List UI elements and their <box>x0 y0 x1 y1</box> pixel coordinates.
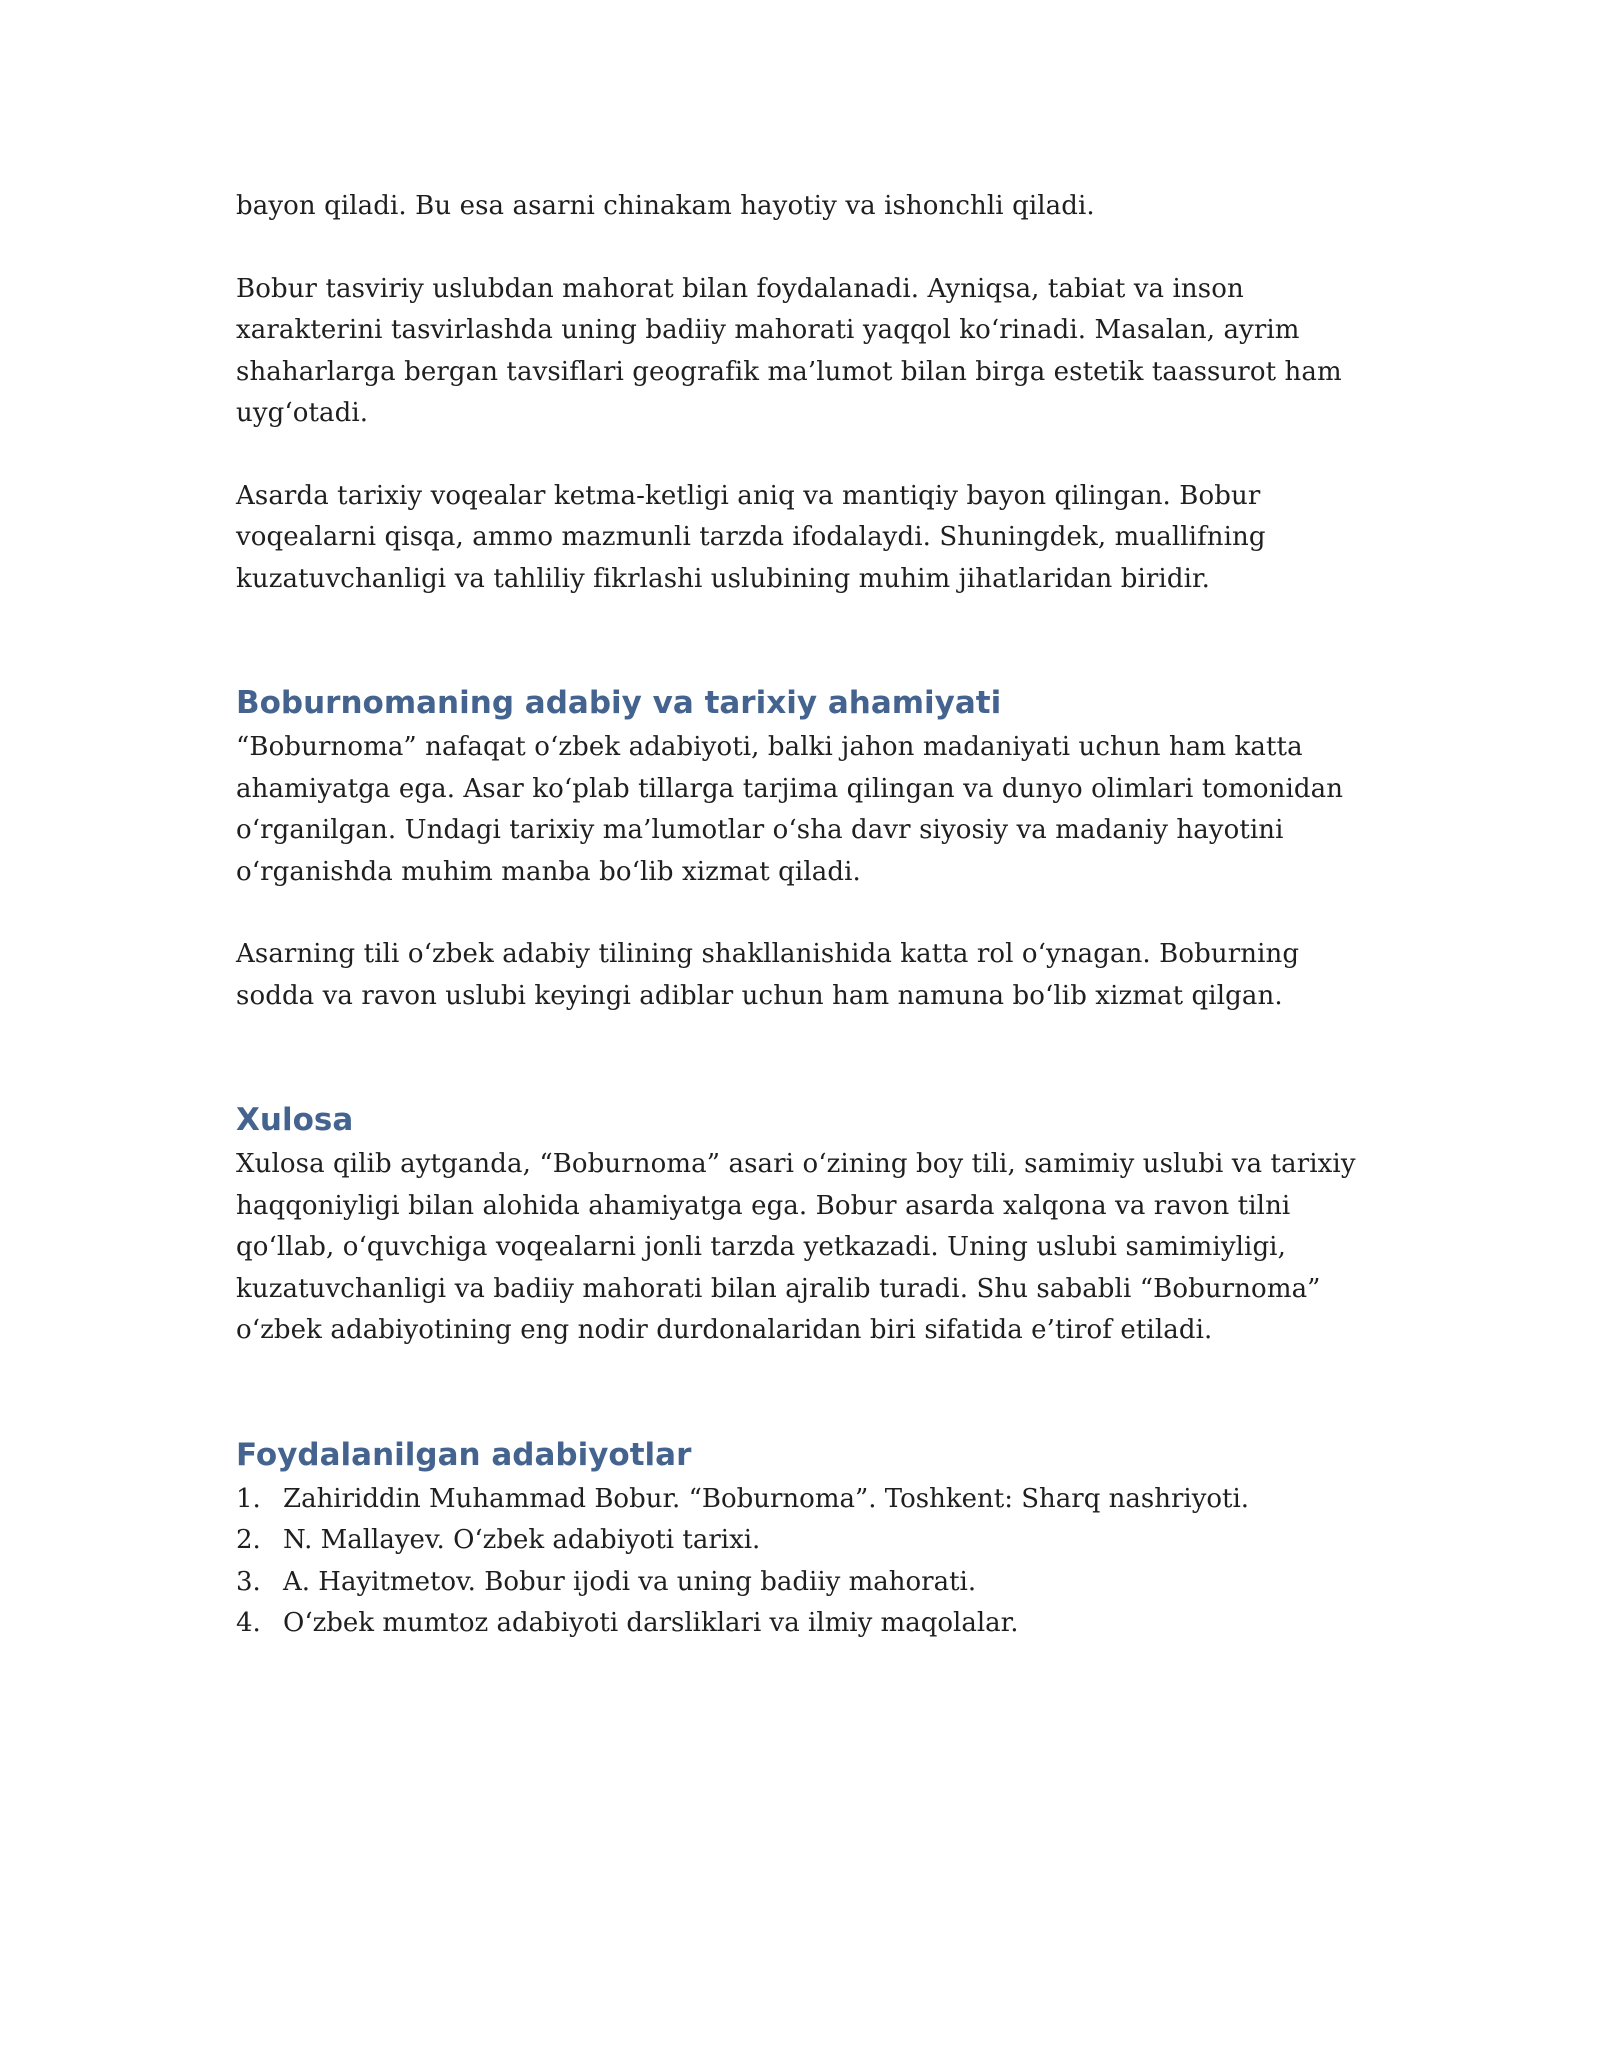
paragraph: “Boburnoma” nafaqat oʻzbek adabiyoti, balki jahon madaniyati uchun ham katta ahamiyatga ega. Asar koʻplab tillarga tarjima qilingan va dunyo olimlari tomonidan oʻrganilgan. Undagi tarixiy ma’lumotlar oʻsha davr siyosiy va madaniy hayotini oʻrganishda muhim manba boʻlib xizmat qiladi. <box>236 732 1344 887</box>
list-item <box>236 1479 1376 1521</box>
paragraph: Bobur tasviriy uslubdan mahorat bilan foydalanadi. Ayniqsa, tabiat va inson xarakterini tasvirlashda uning badiiy mahorati yaqqol koʻrinadi. Masalan, ayrim shaharlarga bergan tavsiflari geografik ma’lumot bilan birga estetik taassurot ham uygʻotadi. <box>236 273 1342 428</box>
list-item-number: 3. <box>236 1566 261 1597</box>
list-item-number: 1. <box>236 1483 261 1514</box>
references-list <box>236 1479 1376 1645</box>
paragraph: bayon qiladi. Bu esa asarni chinakam hayotiy va ishonchli qiladi. <box>236 191 1095 221</box>
list-item-text: Oʻzbek mumtoz adabiyoti darsliklari va ilmiy maqolalar. <box>283 1608 1019 1638</box>
document-body <box>236 186 1376 1645</box>
paragraph: Asarning tili oʻzbek adabiy tilining shakllanishida katta rol oʻynagan. Boburning sodda va ravon uslubi keyingi adiblar uchun ham namuna boʻlib xizmat qilgan. <box>236 939 1300 1011</box>
list-item <box>236 1603 1376 1645</box>
list-item-text: Zahiriddin Muhammad Bobur. “Boburnoma”. Toshkent: Sharq nashriyoti. <box>283 1483 1250 1514</box>
paragraph: Asarda tarixiy voqealar ketma-ketligi aniq va mantiqiy bayon qilingan. Bobur voqealarni qisqa, ammo mazmunli tarzda ifodalaydi. Shuningdek, muallifning kuzatuvchanligi va tahliliy fikrlashi uslubining muhim jihatlaridan biridir. <box>236 480 1266 594</box>
list-item <box>236 1562 1376 1604</box>
section-heading-references: Foydalanilgan adabiyotlar <box>236 1436 692 1473</box>
list-item-number: 4. <box>236 1608 261 1638</box>
list-item <box>236 1520 1376 1562</box>
list-item-text: N. Mallayev. Oʻzbek adabiyoti tarixi. <box>283 1525 761 1555</box>
section-heading-conclusion: Xulosa <box>236 1102 354 1138</box>
list-item-number: 2. <box>236 1525 261 1555</box>
paragraph: Xulosa qilib aytganda, “Boburnoma” asari oʻzining boy tili, samimiy uslubi va tarixiy haqqoniyligi bilan alohida ahamiyatga ega. Bobur asarda xalqona va ravon tilni qoʻllab, oʻquvchiga voqealarni jonli tarzda yetkazadi. Uning uslubi samimiyligi, kuzatuvchanligi va badiiy mahorati bilan ajralib turadi. Shu sababli “Boburnoma” oʻzbek adabiyotining eng nodir durdonalaridan biri sifatida e’tirof etiladi. <box>236 1149 1356 1345</box>
section-heading-significance: Boburnomaning adabiy va tarixiy ahamiyati <box>236 685 1002 721</box>
list-item-text: A. Hayitmetov. Bobur ijodi va uning badiiy mahorati. <box>283 1566 977 1597</box>
